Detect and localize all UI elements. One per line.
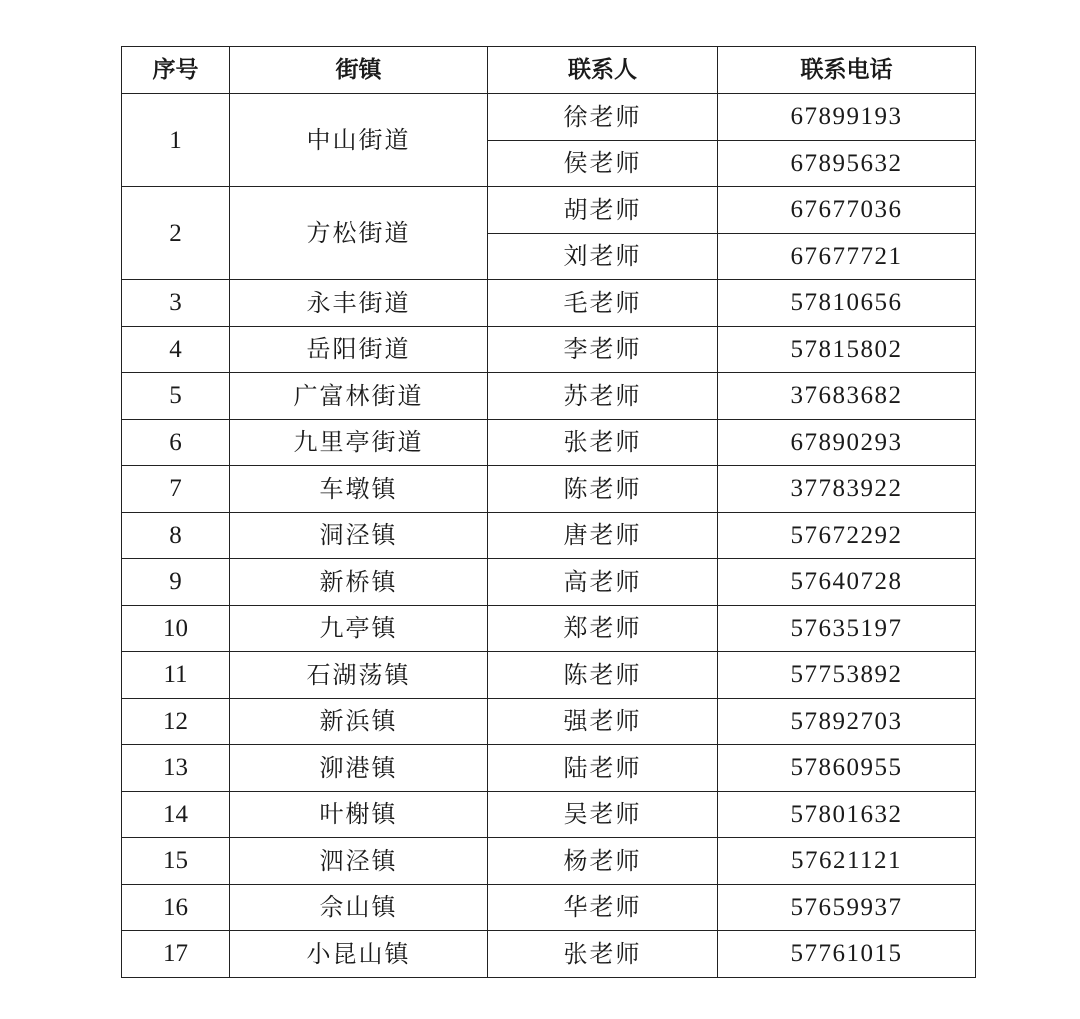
row-contact-phone: 67895632 bbox=[718, 140, 976, 187]
header-index: 序号 bbox=[122, 47, 230, 94]
row-contact-name: 毛老师 bbox=[488, 280, 718, 327]
table-row bbox=[122, 326, 976, 373]
row-contact-phone: 57672292 bbox=[718, 512, 976, 559]
row-contact-name: 唐老师 bbox=[488, 512, 718, 559]
row-index: 13 bbox=[122, 745, 230, 792]
table-row bbox=[122, 698, 976, 745]
row-contact-name: 徐老师 bbox=[488, 94, 718, 141]
row-contact-name: 吴老师 bbox=[488, 791, 718, 838]
row-index: 5 bbox=[122, 373, 230, 420]
row-index: 11 bbox=[122, 652, 230, 699]
row-contact-phone: 57810656 bbox=[718, 280, 976, 327]
row-town: 车墩镇 bbox=[230, 466, 488, 513]
row-index: 2 bbox=[122, 187, 230, 280]
row-contact-name: 陈老师 bbox=[488, 652, 718, 699]
table-row bbox=[122, 652, 976, 699]
row-town: 泗泾镇 bbox=[230, 838, 488, 885]
row-town: 新桥镇 bbox=[230, 559, 488, 606]
row-town: 小昆山镇 bbox=[230, 931, 488, 978]
table-row bbox=[122, 605, 976, 652]
row-contact-phone: 67899193 bbox=[718, 94, 976, 141]
row-contact-name: 侯老师 bbox=[488, 140, 718, 187]
row-contact-phone: 67677036 bbox=[718, 187, 976, 234]
row-index: 15 bbox=[122, 838, 230, 885]
row-contact-phone: 57815802 bbox=[718, 326, 976, 373]
row-index: 9 bbox=[122, 559, 230, 606]
table-row bbox=[122, 94, 976, 141]
contact-table bbox=[121, 46, 976, 978]
row-contact-phone: 57860955 bbox=[718, 745, 976, 792]
row-contact-name: 李老师 bbox=[488, 326, 718, 373]
row-contact-name: 高老师 bbox=[488, 559, 718, 606]
row-contact-phone: 37783922 bbox=[718, 466, 976, 513]
row-town: 九亭镇 bbox=[230, 605, 488, 652]
row-contact-name: 张老师 bbox=[488, 931, 718, 978]
row-contact-phone: 57753892 bbox=[718, 652, 976, 699]
row-contact-phone: 57640728 bbox=[718, 559, 976, 606]
row-contact-phone: 57761015 bbox=[718, 931, 976, 978]
row-contact-phone: 37683682 bbox=[718, 373, 976, 420]
row-contact-name: 华老师 bbox=[488, 884, 718, 931]
row-contact-phone: 67890293 bbox=[718, 419, 976, 466]
contact-sheet bbox=[121, 46, 975, 978]
row-town: 叶榭镇 bbox=[230, 791, 488, 838]
table-row bbox=[122, 931, 976, 978]
row-contact-name: 胡老师 bbox=[488, 187, 718, 234]
row-index: 14 bbox=[122, 791, 230, 838]
row-town: 石湖荡镇 bbox=[230, 652, 488, 699]
row-contact-phone: 67677721 bbox=[718, 233, 976, 280]
row-town: 佘山镇 bbox=[230, 884, 488, 931]
table-row bbox=[122, 512, 976, 559]
table-row bbox=[122, 419, 976, 466]
header-town: 街镇 bbox=[230, 47, 488, 94]
table-row bbox=[122, 559, 976, 606]
row-town: 泖港镇 bbox=[230, 745, 488, 792]
row-contact-phone: 57801632 bbox=[718, 791, 976, 838]
row-town: 永丰街道 bbox=[230, 280, 488, 327]
row-town: 广富林街道 bbox=[230, 373, 488, 420]
row-contact-phone: 57621121 bbox=[718, 838, 976, 885]
row-contact-phone: 57635197 bbox=[718, 605, 976, 652]
row-town: 洞泾镇 bbox=[230, 512, 488, 559]
row-index: 4 bbox=[122, 326, 230, 373]
table-row bbox=[122, 791, 976, 838]
row-index: 16 bbox=[122, 884, 230, 931]
row-contact-name: 刘老师 bbox=[488, 233, 718, 280]
row-town: 方松街道 bbox=[230, 187, 488, 280]
row-contact-phone: 57659937 bbox=[718, 884, 976, 931]
row-index: 7 bbox=[122, 466, 230, 513]
row-contact-name: 强老师 bbox=[488, 698, 718, 745]
table-row bbox=[122, 373, 976, 420]
row-index: 17 bbox=[122, 931, 230, 978]
row-contact-name: 陈老师 bbox=[488, 466, 718, 513]
table-row bbox=[122, 187, 976, 234]
row-index: 3 bbox=[122, 280, 230, 327]
table-row bbox=[122, 466, 976, 513]
row-contact-name: 张老师 bbox=[488, 419, 718, 466]
row-index: 12 bbox=[122, 698, 230, 745]
row-index: 10 bbox=[122, 605, 230, 652]
row-town: 九里亭街道 bbox=[230, 419, 488, 466]
table-row bbox=[122, 280, 976, 327]
row-contact-name: 苏老师 bbox=[488, 373, 718, 420]
row-town: 岳阳街道 bbox=[230, 326, 488, 373]
row-contact-name: 郑老师 bbox=[488, 605, 718, 652]
row-town: 新浜镇 bbox=[230, 698, 488, 745]
row-contact-phone: 57892703 bbox=[718, 698, 976, 745]
row-index: 8 bbox=[122, 512, 230, 559]
row-contact-name: 杨老师 bbox=[488, 838, 718, 885]
table-row bbox=[122, 745, 976, 792]
table-row bbox=[122, 884, 976, 931]
table-header-row bbox=[122, 47, 976, 94]
row-index: 6 bbox=[122, 419, 230, 466]
row-town: 中山街道 bbox=[230, 94, 488, 187]
table-row bbox=[122, 838, 976, 885]
row-contact-name: 陆老师 bbox=[488, 745, 718, 792]
row-index: 1 bbox=[122, 94, 230, 187]
header-contact: 联系人 bbox=[488, 47, 718, 94]
header-phone: 联系电话 bbox=[718, 47, 976, 94]
